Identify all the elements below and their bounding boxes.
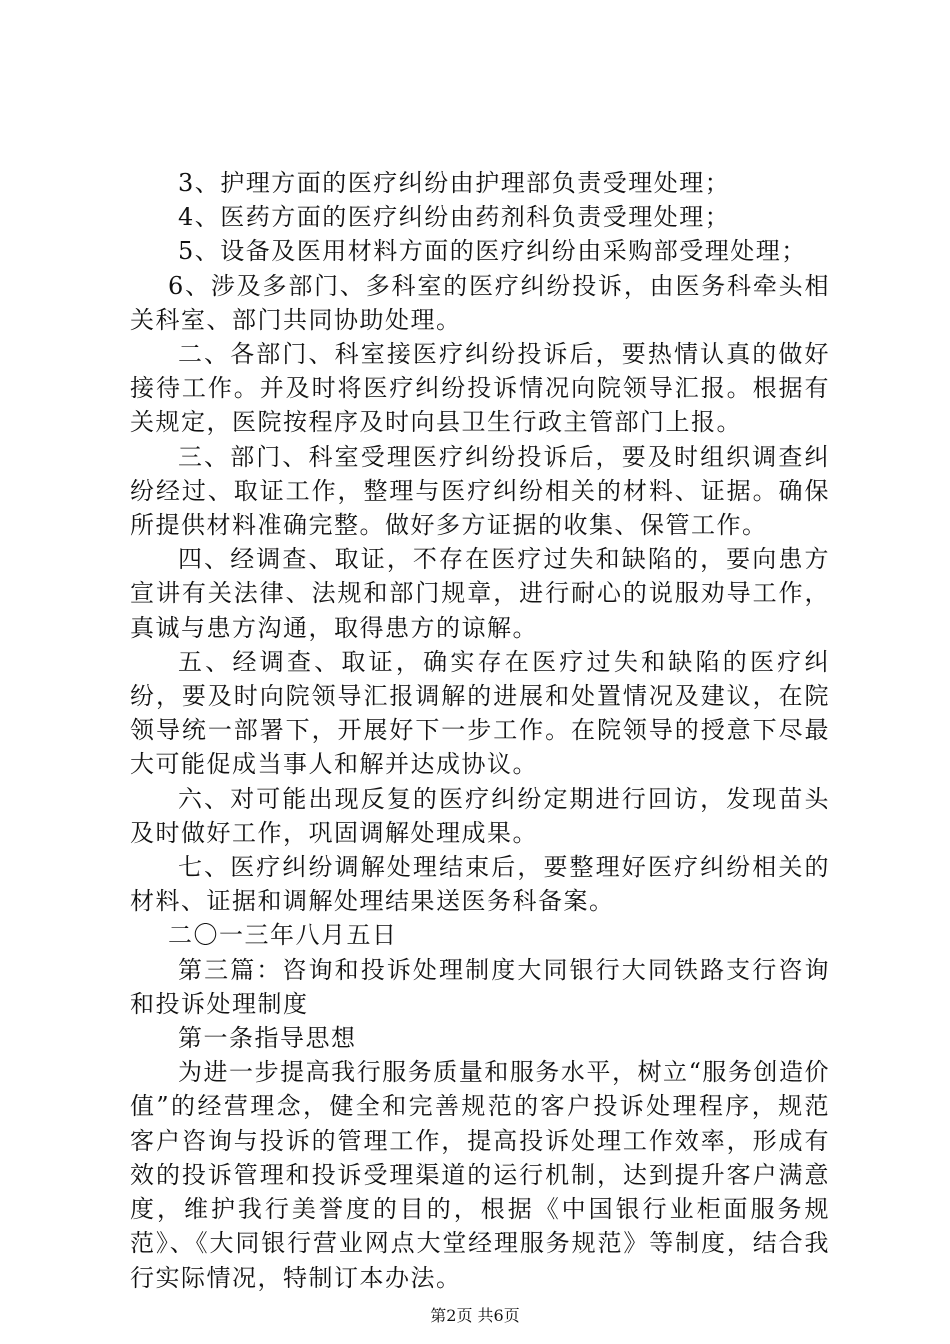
paragraph-section-3: 三、部门、科室受理医疗纠纷投诉后，要及时组织调查纠纷经过、取证工作，整理与医疗纠纷相关的材料、证据。确保所提供材料准确完整。做好多方证据的收集、保管工作。 xyxy=(130,442,830,540)
paragraph-section-6: 六、对可能出现反复的医疗纠纷定期进行回访，发现苗头及时做好工作，巩固调解处理成果。 xyxy=(130,784,830,847)
paragraph-section-7: 七、医疗纠纷调解处理结束后，要整理好医疗纠纷相关的材料、证据和调解处理结果送医务科备案。 xyxy=(130,853,830,916)
article-heading: 第一条指导思想 xyxy=(178,1024,357,1053)
document-date: 二〇一三年八月五日 xyxy=(168,921,398,950)
paragraph-section-2: 二、各部门、科室接医疗纠纷投诉后，要热情认真的做好接待工作。并及时将医疗纠纷投诉情况向院领导汇报。根据有关规定，医院按程序及时向县卫生行政主管部门上报。 xyxy=(130,340,830,437)
paragraph-item-3: 3、护理方面的医疗纠纷由护理部负责受理处理； xyxy=(178,169,731,197)
page-footer: 第2页 共6页 xyxy=(430,1306,520,1325)
paragraph-item-4: 4、医药方面的医疗纠纷由药剂科负责受理处理； xyxy=(178,203,731,232)
paragraph-section-4: 四、经调查、取证，不存在医疗过失和缺陷的，要向患方宣讲有关法律、法规和部门规章，进行耐心的说服劝导工作，真诚与患方沟通，取得患方的谅解。 xyxy=(130,545,830,642)
paragraph-item-6: 6、涉及多部门、多科室的医疗纠纷投诉，由医务科牵头相关科室、部门共同协助处理。 xyxy=(130,271,830,334)
paragraph-section-5: 五、经调查、取证，确实存在医疗过失和缺陷的医疗纠纷，要及时向院领导汇报调解的进展和处置情况及建议，在院领导统一部署下，开展好下一步工作。在院领导的授意下尽最大可能促成当事人和解并达成协议。 xyxy=(130,647,830,779)
chapter-title: 第三篇：咨询和投诉处理制度大同银行大同铁路支行咨询和投诉处理制度 xyxy=(130,955,830,1018)
document-body xyxy=(130,166,830,1295)
paragraph-item-5: 5、设备及医用材料方面的医疗纠纷由采购部受理处理； xyxy=(178,237,807,266)
article-body: 为进一步提高我行服务质量和服务水平，树立“服务创造价值”的经营理念，健全和完善规范的客户投诉处理程序，规范客户咨询与投诉的管理工作，提高投诉处理工作效率，形成有效的投诉管理和投诉受理渠道的运行机制，达到提升客户满意度，维护我行美誉度的目的，根据《中国银行业柜面服务规范》、《大同银行营业网点大堂经理服务规范》等制度，结合我行实际情况，特制订本办法。 xyxy=(130,1058,830,1292)
